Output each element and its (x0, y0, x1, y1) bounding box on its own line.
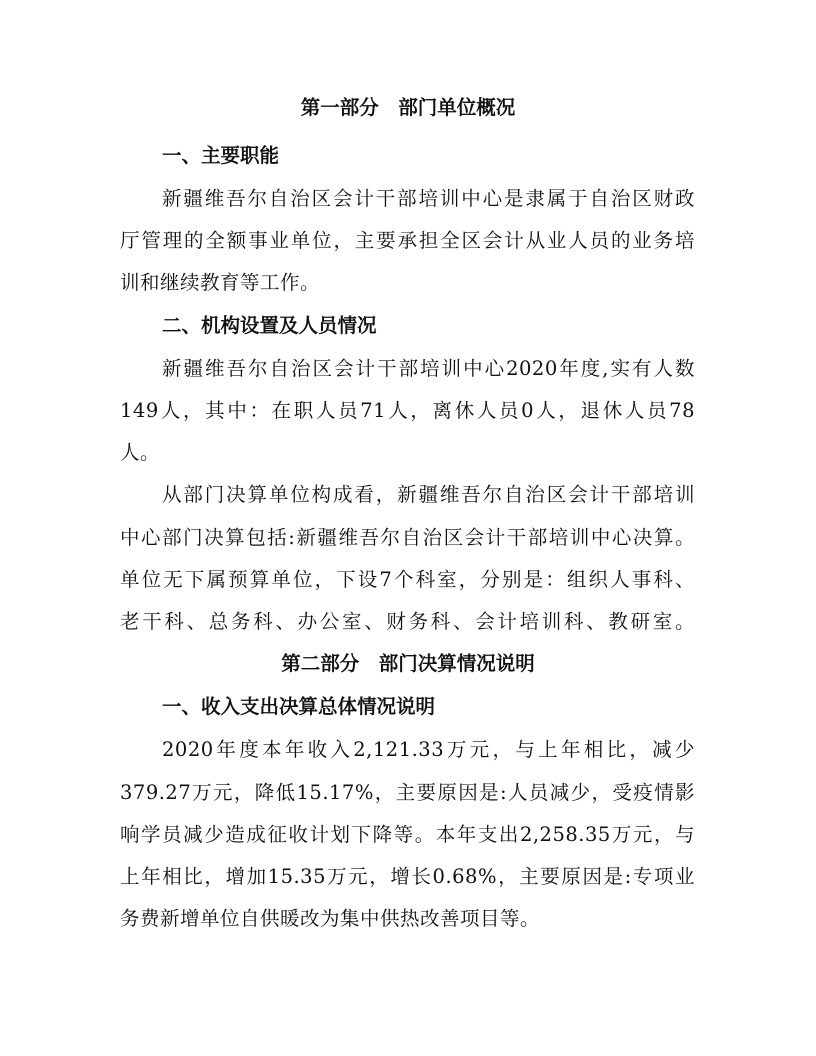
part1-title: 第一部分 部门单位概况 (300, 96, 516, 119)
paragraph-line: 老干科、总务科、办公室、财务科、会计培训科、教研室。 (120, 610, 695, 633)
paragraph-line: 新疆维吾尔自治区会计干部培训中心是隶属于自治区财政 (162, 187, 695, 210)
section-heading-income-expenditure: 一、收入支出决算总体情况说明 (162, 695, 436, 718)
paragraph-line: 中心部门决算包括:新疆维吾尔自治区会计干部培训中心决算。 (120, 526, 695, 549)
paragraph-line: 上年相比，增加15.35万元，增长0.68%，主要原因是:专项业 (120, 865, 695, 888)
paragraph-line: 训和继续教育等工作。 (120, 271, 321, 294)
paragraph-line: 厅管理的全额事业单位，主要承担全区会计从业人员的业务培 (120, 229, 695, 252)
paragraph-line: 单位无下属预算单位，下设7个科室，分别是：组织人事科、 (120, 568, 695, 591)
paragraph-line: 务费新增单位自供暖改为集中供热改善项目等。 (120, 907, 541, 930)
paragraph-line: 人。 (120, 441, 161, 464)
paragraph-line: 2020年度本年收入2,121.33万元，与上年相比，减少 (162, 738, 695, 761)
paragraph-line: 379.27万元，降低15.17%，主要原因是:人员减少，受疫情影 (120, 781, 695, 804)
paragraph-line: 从部门决算单位构成看，新疆维吾尔自治区会计干部培训 (162, 483, 695, 506)
paragraph-line: 149人，其中：在职人员71人，离休人员0人，退休人员78 (120, 399, 695, 422)
part2-title: 第二部分 部门决算情况说明 (281, 652, 535, 675)
section-heading-organization: 二、机构设置及人员情况 (162, 314, 377, 337)
section-heading-main-functions: 一、主要职能 (162, 144, 280, 167)
paragraph-line: 响学员减少造成征收计划下降等。本年支出2,258.35万元，与 (120, 823, 695, 846)
paragraph-line: 新疆维吾尔自治区会计干部培训中心2020年度,实有人数 (162, 357, 695, 380)
